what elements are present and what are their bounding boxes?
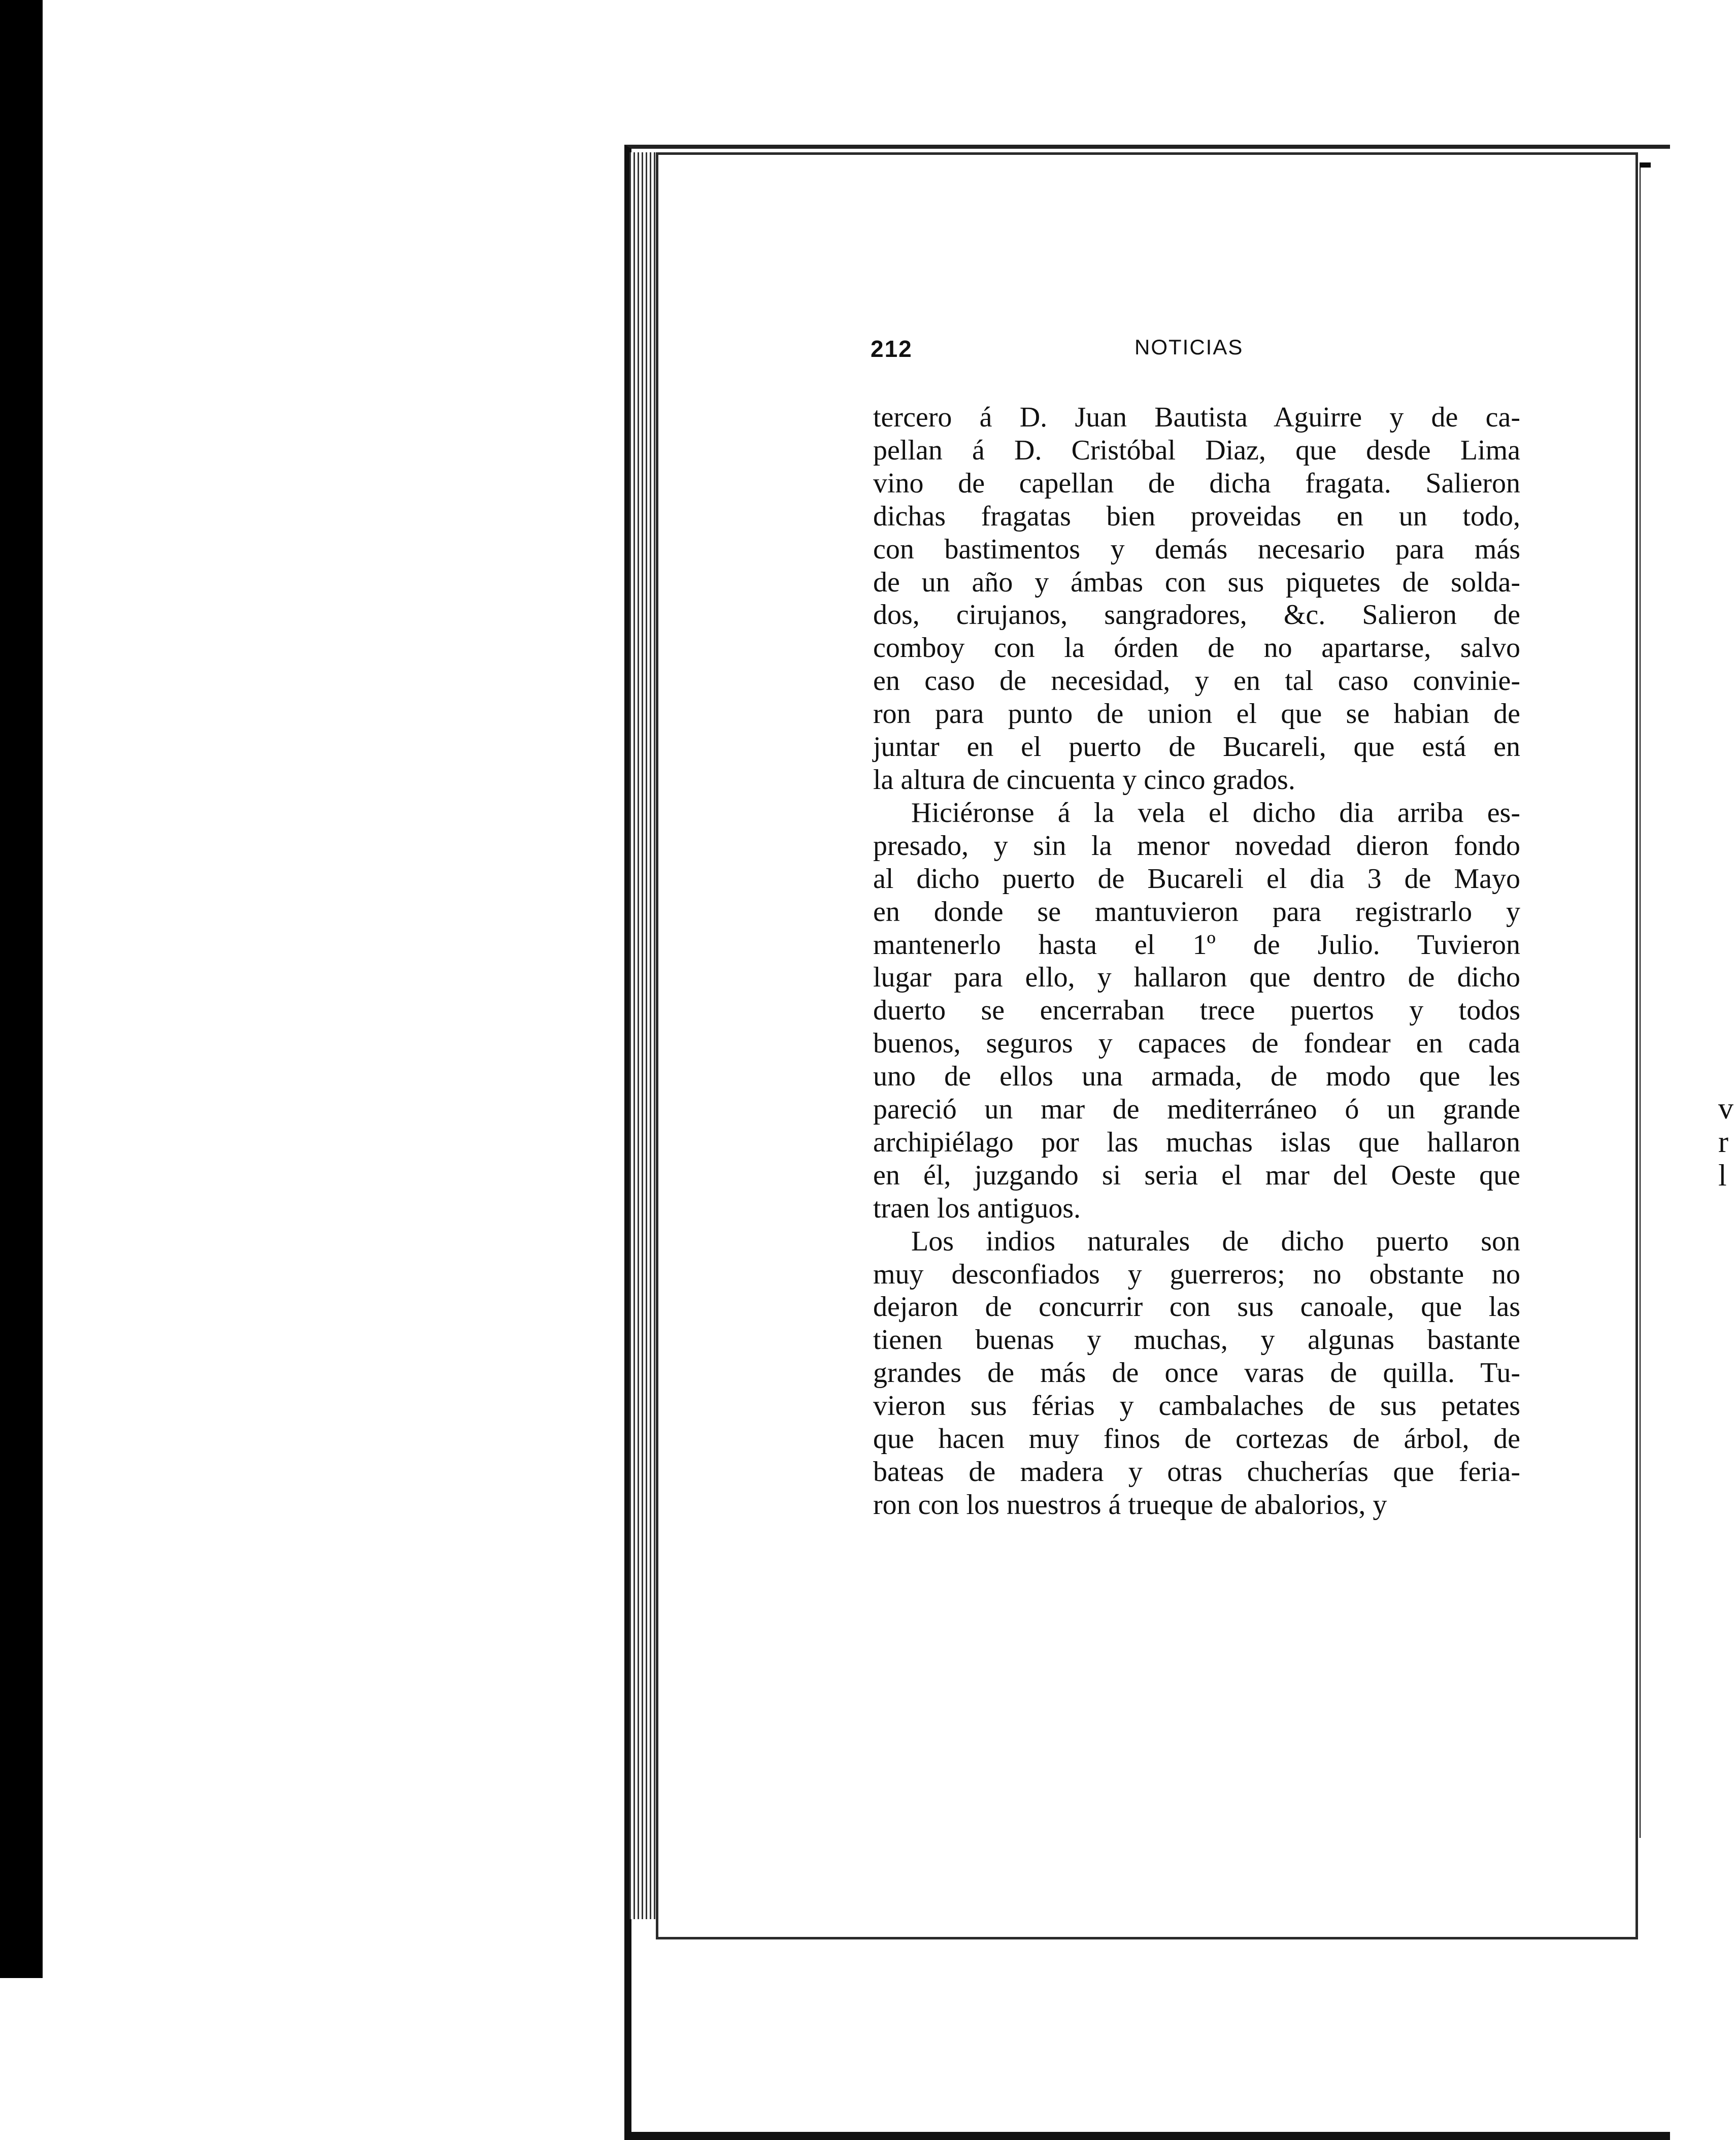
text-line: archipiélago por las muchas islas que hallaron bbox=[873, 1126, 1520, 1158]
text-line: con bastimentos y demás necesario para más bbox=[873, 533, 1520, 565]
text-line: vino de capellan de dicha fragata. Salieron bbox=[873, 467, 1520, 499]
text-line: mantenerlo hasta el 1º de Julio. Tuvieron bbox=[873, 929, 1520, 961]
text-line: tercero á D. Juan Bautista Aguirre y de ca- bbox=[873, 402, 1520, 433]
text-line: que hacen muy finos de cortezas de árbol, de bbox=[873, 1423, 1520, 1455]
text-line: vieron sus férias y cambalaches de sus petates bbox=[873, 1390, 1520, 1422]
text-line: en donde se mantuvieron para registrarlo y bbox=[873, 896, 1520, 928]
text-line: ron para punto de union el que se habian de bbox=[873, 698, 1520, 730]
text-line: ron con los nuestros á trueque de abalorios, y bbox=[873, 1489, 1387, 1521]
text-line: bateas de madera y otras chucherías que feria- bbox=[873, 1456, 1520, 1488]
facing-fragment: l bbox=[1718, 1159, 1727, 1192]
facing-fragment: r bbox=[1718, 1125, 1728, 1159]
text-line: Los indios naturales de dicho puerto son bbox=[911, 1225, 1520, 1257]
text-line: pareció un mar de mediterráneo ó un grande bbox=[873, 1094, 1520, 1126]
page-number: 212 bbox=[871, 336, 913, 362]
text-line: presado, y sin la menor novedad dieron fondo bbox=[873, 830, 1520, 862]
running-head: NOTICIAS bbox=[1134, 335, 1244, 359]
text-line: lugar para ello, y hallaron que dentro de dicho bbox=[873, 962, 1520, 994]
text-line: buenos, seguros y capaces de fondear en cada bbox=[873, 1028, 1520, 1060]
text-line: en caso de necesidad, y en tal caso convinie- bbox=[873, 665, 1520, 697]
text-line: la altura de cincuenta y cinco grados. bbox=[873, 764, 1295, 796]
text-line: de un año y ámbas con sus piquetes de solda- bbox=[873, 566, 1520, 598]
body-text bbox=[873, 401, 1520, 1522]
text-line: pellan á D. Cristóbal Diaz, que desde Lima bbox=[873, 434, 1520, 466]
text-line: uno de ellos una armada, de modo que les bbox=[873, 1061, 1520, 1093]
page-header bbox=[871, 335, 1520, 371]
text-line: Hiciéronse á la vela el dicho dia arriba es- bbox=[911, 797, 1520, 829]
text-line: muy desconfiados y guerreros; no obstante no bbox=[873, 1258, 1520, 1290]
text-line: en él, juzgando si seria el mar del Oeste que bbox=[873, 1159, 1520, 1191]
page-edges bbox=[629, 152, 660, 1919]
text-line: dejaron de concurrir con sus canoale, que las bbox=[873, 1291, 1520, 1323]
text-line: tienen buenas y muchas, y algunas bastante bbox=[873, 1324, 1520, 1356]
text-line: comboy con la órden de no apartarse, salvo bbox=[873, 632, 1520, 664]
facing-page bbox=[1641, 168, 1736, 1924]
text-line: traen los antiguos. bbox=[873, 1192, 1081, 1224]
facing-page-fragments bbox=[1718, 1092, 1736, 1192]
paragraph bbox=[873, 1225, 1520, 1522]
facing-fragment: v bbox=[1718, 1092, 1733, 1125]
text-line: grandes de más de once varas de quilla. Tu- bbox=[873, 1357, 1520, 1389]
text-line: duerto se encerraban trece puertos y todos bbox=[873, 995, 1520, 1027]
text-line: juntar en el puerto de Bucareli, que está en bbox=[873, 731, 1520, 763]
text-line: al dicho puerto de Bucareli el dia 3 de Mayo bbox=[873, 863, 1520, 895]
paragraph bbox=[873, 797, 1520, 1225]
paragraph bbox=[873, 401, 1520, 797]
scan-border-left bbox=[0, 0, 43, 1978]
text-line: dos, cirujanos, sangradores, &c. Salieron de bbox=[873, 599, 1520, 631]
text-line: dichas fragatas bien proveidas en un todo, bbox=[873, 500, 1520, 532]
